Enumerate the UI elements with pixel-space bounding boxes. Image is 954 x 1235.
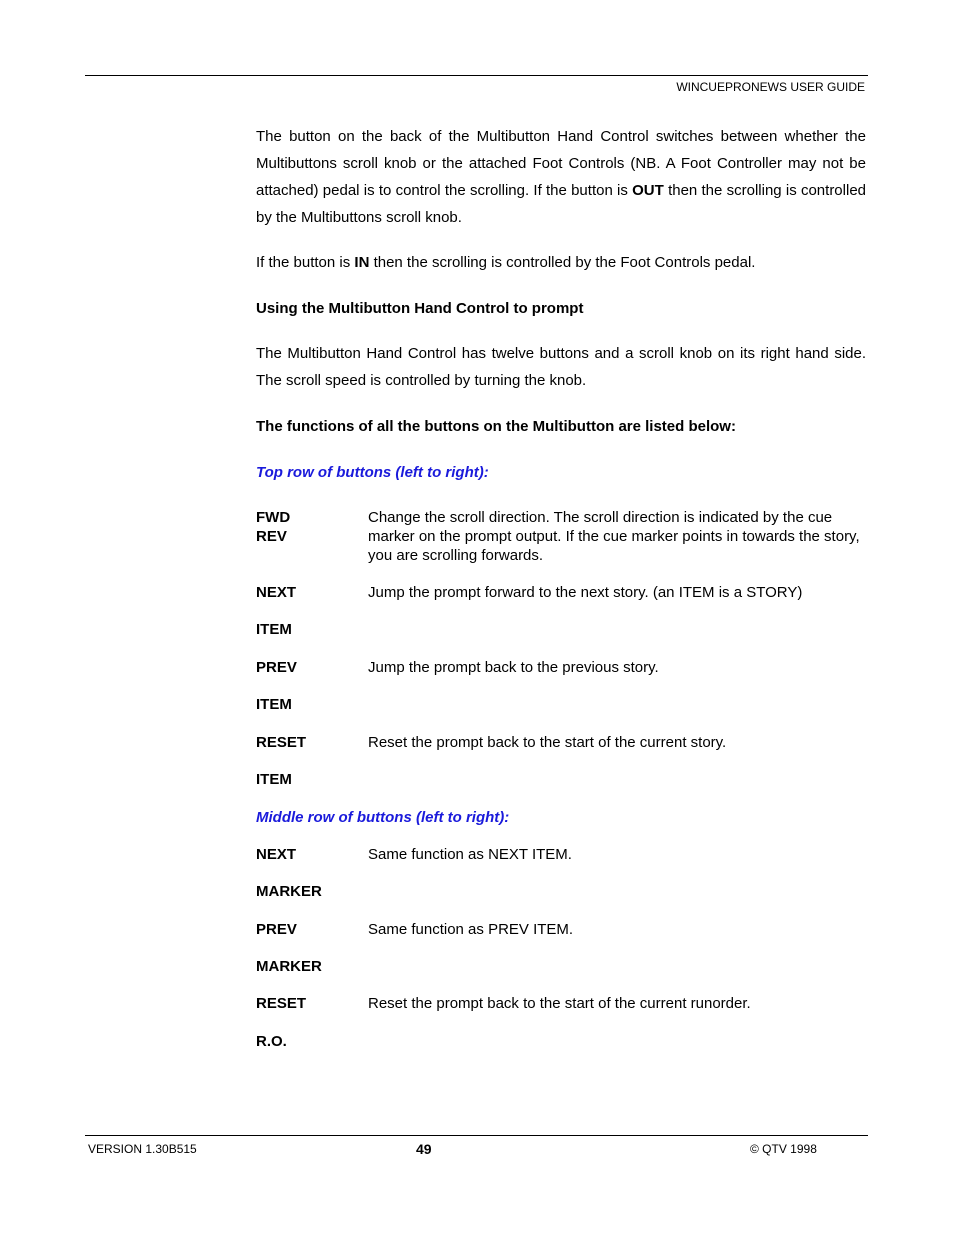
top-row-heading: Top row of buttons (left to right): <box>256 464 489 481</box>
intro-paragraph-2: If the button is IN then the scrolling is controlled by the Foot Controls pedal. <box>256 254 756 271</box>
footer-copyright: © QTV 1998 <box>750 1142 817 1156</box>
header-title: WINCUEPRONEWS USER GUIDE <box>676 80 865 94</box>
item-term: NEXT <box>256 846 297 863</box>
item-description: Jump the prompt forward to the next story. (an ITEM is a STORY) <box>368 584 803 601</box>
item-term-secondary: MARKER <box>256 958 322 975</box>
item-term: PREV <box>256 921 297 938</box>
footer-rule <box>85 1135 868 1136</box>
item-description: Reset the prompt back to the start of the current story. <box>368 734 727 751</box>
list-heading: The functions of all the buttons on the Multibutton are listed below: <box>256 418 736 435</box>
item-description: Same function as NEXT ITEM. <box>368 846 572 863</box>
item-term-secondary: ITEM <box>256 696 292 713</box>
item-term-secondary: MARKER <box>256 883 322 900</box>
item-term: RESET <box>256 734 307 751</box>
item-term-secondary: R.O. <box>256 1033 287 1050</box>
item-description: Reset the prompt back to the start of the current runorder. <box>368 995 751 1012</box>
item-term-secondary: ITEM <box>256 771 292 788</box>
intro-paragraph-1: The button on the back of the Multibutton Hand Control switches between whether the Multibuttons scroll knob or the attached Foot Controls (NB. A Foot Controller may not be attached) pedal is to control the scrolling. If the button is OUT then the scrolling is controlled by the Multibuttons scroll knob. <box>256 128 867 226</box>
middle-row-heading: Middle row of buttons (left to right): <box>256 809 510 826</box>
page-content <box>256 0 866 1100</box>
item-term-secondary: ITEM <box>256 621 292 638</box>
item-term: PREV <box>256 659 297 676</box>
out-keyword: OUT <box>632 182 664 199</box>
section-body: The Multibutton Hand Control has twelve buttons and a scroll knob on its right hand side. The scroll speed is controlled by turning the knob. <box>256 345 866 389</box>
item-description: Change the scroll direction. The scroll direction is indicated by the cue marker on the prompt output. If the cue marker points in towards the story, you are scrolling forwards. <box>368 509 860 564</box>
item-description: Same function as PREV ITEM. <box>368 921 574 938</box>
item-term: NEXT <box>256 584 297 601</box>
item-term-secondary: REV <box>256 528 287 545</box>
footer-version: VERSION 1.30B515 <box>88 1142 197 1156</box>
page-number: 49 <box>416 1141 432 1157</box>
section-heading: Using the Multibutton Hand Control to prompt <box>256 300 584 317</box>
item-term: FWD <box>256 509 291 526</box>
item-description: Jump the prompt back to the previous story. <box>368 659 659 676</box>
item-term: RESET <box>256 995 307 1012</box>
in-keyword: IN <box>354 254 370 271</box>
